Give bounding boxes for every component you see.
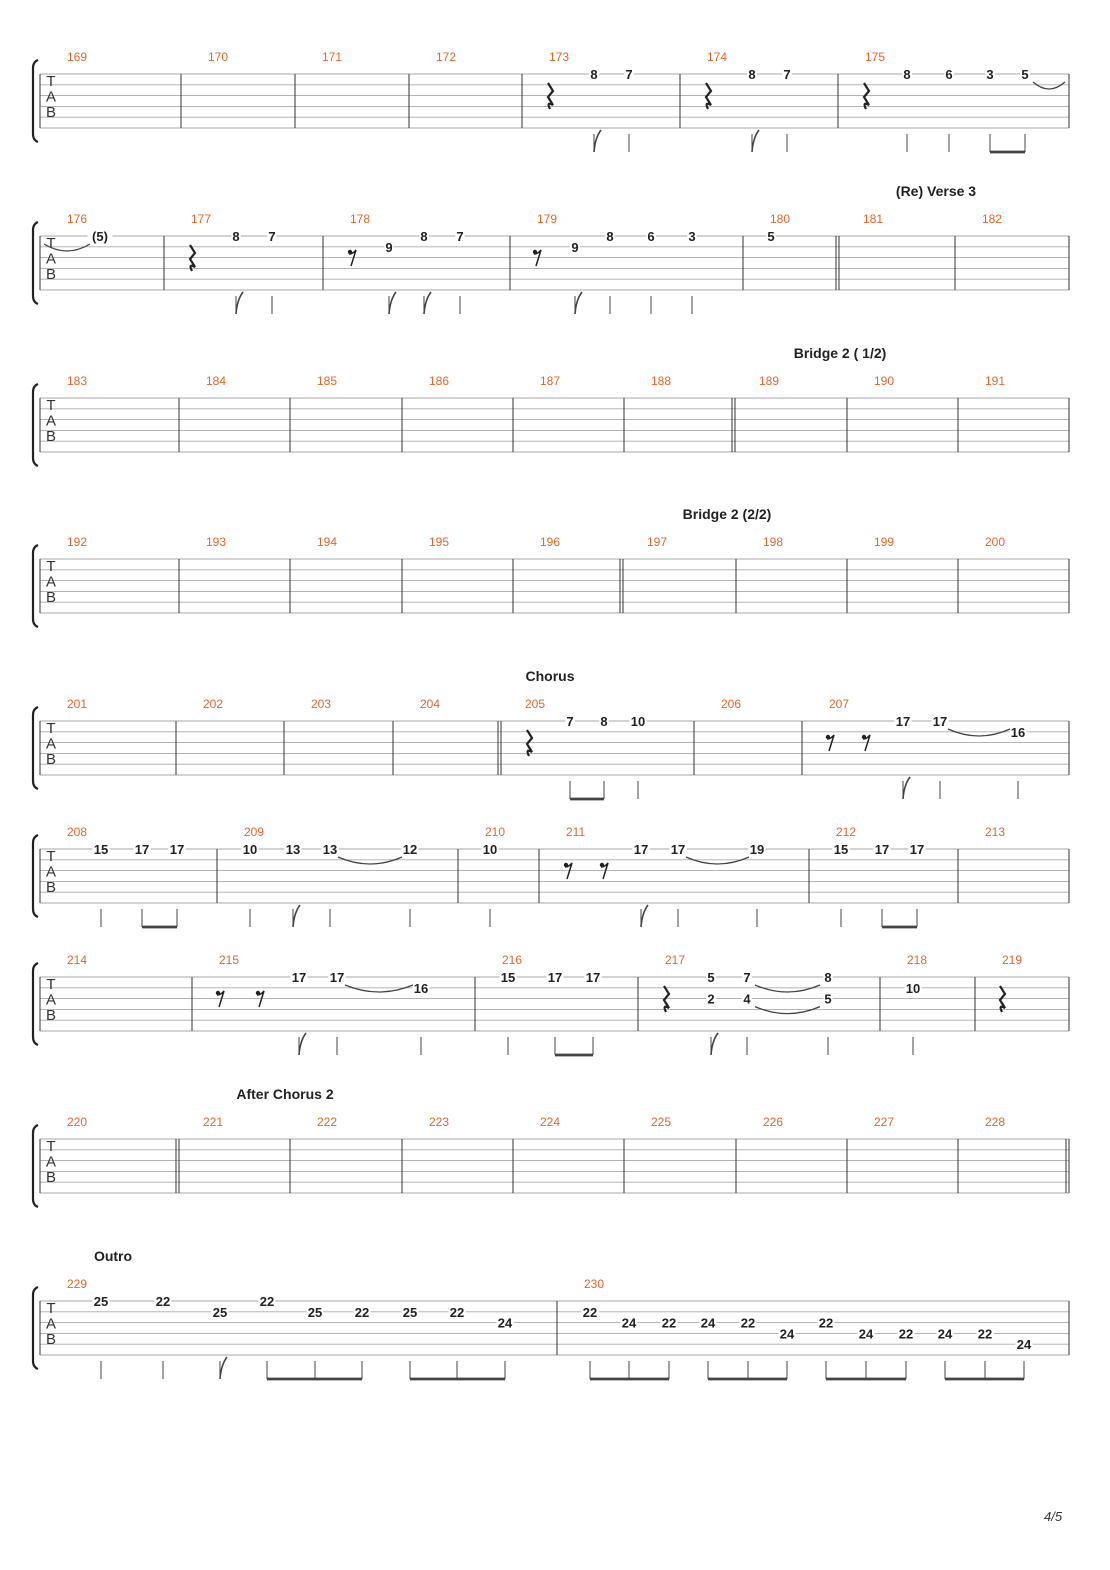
measure-number: 200 [985,535,1006,549]
tab-clef-letter: B [45,266,57,283]
measure-number: 170 [208,50,229,64]
fret-number: 5 [707,970,715,985]
section-label: Bridge 2 ( 1/2) [793,345,887,361]
tab-clef-letter: B [45,428,57,445]
fret-number: 2 [707,991,715,1007]
measure-number: 205 [525,697,546,711]
measure-number: 194 [317,535,338,549]
measure-number: 177 [191,212,212,226]
measure-number: 198 [763,535,784,549]
fret-number: 5 [1021,67,1029,82]
system-bracket [33,1125,38,1207]
note-flag [903,777,910,799]
fret-number: 9 [385,239,393,255]
measure-number: 220 [67,1115,88,1129]
fret-number: 10 [242,842,258,857]
fret-number: 16 [1010,724,1026,740]
fret-number: 22 [740,1315,756,1331]
fret-number: 22 [354,1304,370,1320]
fret-number: 25 [93,1294,109,1309]
measure-number: 176 [67,212,88,226]
fret-number: 8 [232,229,240,244]
fret-number: 17 [874,842,890,857]
tab-clef-letter: A [45,573,57,591]
tab-clef-letter: T [46,1138,56,1155]
measure-number: 209 [244,825,265,839]
tie-arc [755,985,820,992]
measure-number: 178 [350,212,371,226]
tab-clef-letter: T [46,848,56,865]
measure-number: 207 [829,697,850,711]
tab-clef-letter: B [45,1169,57,1186]
measure-number: 189 [759,374,780,388]
fret-number: 6 [647,229,655,244]
measure-number: 213 [985,825,1006,839]
measure-number: 181 [863,212,884,226]
fret-number: 7 [566,714,574,729]
tab-clef-letter: A [45,412,57,430]
fret-number: 3 [986,67,994,82]
measure-number: 203 [311,697,332,711]
fret-number: 5 [767,229,775,244]
measure-number: 199 [874,535,895,549]
note-flag [299,1033,306,1055]
tab-clef-letter: T [46,1300,56,1317]
tab-clef-letter: A [45,991,57,1009]
fret-number: 8 [590,67,598,82]
fret-number: 24 [1016,1337,1032,1353]
measure-number: 180 [770,212,791,226]
system-bracket [33,1287,38,1369]
measure-number: 179 [537,212,558,226]
measure-number: 216 [502,953,523,967]
tie-arc [1033,82,1065,89]
tab-clef-letter: T [46,720,56,737]
fret-number: 7 [456,229,464,244]
measure-number: 182 [982,212,1003,226]
system-bracket [33,384,38,466]
measure-number: 226 [763,1115,784,1129]
measure-number: 185 [317,374,338,388]
tie-arc [686,857,749,864]
note-flag [594,130,601,152]
measure-number: 218 [907,953,928,967]
fret-number: 24 [497,1315,513,1331]
fret-number: 22 [898,1326,914,1342]
measure-number: 214 [67,953,88,967]
fret-number: 10 [905,980,921,996]
tab-clef-letter: B [45,1007,57,1024]
fret-number: 22 [661,1315,677,1331]
fret-number: 12 [402,842,418,857]
measure-number: 210 [485,825,506,839]
fret-number: 24 [858,1326,874,1342]
fret-number: 25 [307,1304,323,1320]
fret-number: 15 [500,970,516,985]
fret-number: 17 [134,842,150,857]
tab-clef-letter: T [46,976,56,993]
fret-number: 6 [945,67,953,82]
tie-arc [755,1007,820,1014]
measure-number: 195 [429,535,450,549]
system-bracket [33,222,38,304]
fret-number: 7 [625,67,633,82]
fret-number: 8 [903,67,911,82]
note-flag [711,1033,718,1055]
fret-number: 17 [547,970,563,985]
system-bracket [33,545,38,627]
note-flag [293,905,300,927]
fret-number: 25 [212,1304,228,1320]
measure-number: 174 [707,50,728,64]
measure-number: 193 [206,535,227,549]
tie-arc [948,729,1010,736]
measure-number: 186 [429,374,450,388]
section-label: Chorus [525,668,575,684]
tab-clef-letter: T [46,558,56,575]
fret-number: 22 [155,1294,171,1309]
fret-number: 17 [169,842,185,857]
measure-number: 228 [985,1115,1006,1129]
fret-number: 8 [600,714,608,729]
fret-number: 17 [329,970,345,985]
fret-number: 10 [482,842,498,857]
fret-number: 17 [633,842,649,857]
measure-number: 196 [540,535,561,549]
fret-number: 15 [833,842,849,857]
fret-number: 24 [937,1326,953,1342]
measure-number: 171 [322,50,343,64]
measure-number: 169 [67,50,88,64]
measure-number: 183 [67,374,88,388]
note-flag [641,905,648,927]
section-label: After Chorus 2 [236,1086,334,1102]
tab-clef-letter: A [45,863,57,881]
tab-clef-letter: B [45,104,57,121]
measure-number: 172 [436,50,457,64]
tab-clef-letter: T [46,73,56,90]
fret-number: 5 [824,991,832,1007]
note-flag [236,292,243,314]
fret-number: 24 [779,1326,795,1342]
tie-arc [345,985,413,992]
measure-number: 191 [985,374,1006,388]
note-flag [575,292,582,314]
tab-clef-letter: A [45,250,57,268]
measure-number: 229 [67,1277,88,1291]
fret-number: 8 [748,67,756,82]
measure-number: 175 [865,50,886,64]
fret-number: 24 [700,1315,716,1331]
fret-number: 9 [571,239,579,255]
fret-number: 7 [743,970,751,985]
tab-clef-letter: T [46,397,56,414]
fret-number: 25 [402,1304,418,1320]
tie-arc [338,857,402,864]
measure-number: 221 [203,1115,224,1129]
system-bracket [33,60,38,142]
fret-number: 8 [824,970,832,985]
measure-number: 219 [1002,953,1023,967]
fret-number: 17 [895,714,911,729]
fret-number: 22 [818,1315,834,1331]
page-number: 4/5 [1044,1509,1063,1524]
fret-number: 7 [783,67,791,82]
measure-number: 211 [566,825,586,839]
fret-number: 17 [291,970,307,985]
fret-number: 19 [749,842,765,857]
measure-number: 225 [651,1115,672,1129]
measure-number: 208 [67,825,88,839]
measure-number: 188 [651,374,672,388]
fret-number: 22 [449,1304,465,1320]
fret-number: 3 [688,229,696,244]
fret-number: 8 [606,229,614,244]
tab-clef-letter: A [45,88,57,106]
measure-number: 222 [317,1115,338,1129]
fret-number: 17 [909,842,925,857]
note-flag [424,292,431,314]
section-label: Bridge 2 (2/2) [682,506,772,522]
tab-clef-letter: B [45,589,57,606]
fret-number: 10 [630,714,646,729]
note-flag [752,130,759,152]
measure-number: 215 [219,953,240,967]
fret-number: (5) [92,229,108,244]
measure-number: 202 [203,697,224,711]
fret-number: 8 [420,229,428,244]
measure-number: 184 [206,374,227,388]
measure-number: 197 [647,535,668,549]
fret-number: 22 [259,1294,275,1309]
fret-number: 13 [285,842,301,857]
tab-clef-letter: A [45,1315,57,1333]
fret-number: 7 [268,229,276,244]
tab-clef-letter: A [45,1153,57,1171]
measure-number: 173 [549,50,570,64]
fret-number: 4 [743,991,751,1007]
fret-number: 17 [670,842,686,857]
system-bracket [33,835,38,917]
tab-clef-letter: B [45,879,57,896]
measure-number: 212 [836,825,857,839]
measure-number: 206 [721,697,742,711]
system-bracket [33,707,38,789]
measure-number: 187 [540,374,561,388]
fret-number: 24 [621,1315,637,1331]
fret-number: 13 [322,842,338,857]
tab-clef-letter: T [46,235,56,252]
note-flag [220,1357,227,1379]
measure-number: 190 [874,374,895,388]
section-label: (Re) Verse 3 [895,183,977,199]
measure-number: 217 [665,953,686,967]
system-bracket [33,963,38,1045]
fret-number: 16 [413,980,429,996]
fret-number: 22 [582,1304,598,1320]
fret-number: 17 [932,714,948,729]
note-flag [389,292,396,314]
tab-clef-letter: A [45,735,57,753]
measure-number: 204 [420,697,441,711]
measure-number: 201 [67,697,88,711]
section-label: Outro [93,1248,133,1264]
tab-clef-letter: B [45,1331,57,1348]
fret-number: 17 [585,970,601,985]
fret-number: 15 [93,842,109,857]
fret-number: 22 [977,1326,993,1342]
measure-number: 224 [540,1115,561,1129]
measure-number: 230 [584,1277,605,1291]
measure-number: 223 [429,1115,450,1129]
measure-number: 192 [67,535,88,549]
measure-number: 227 [874,1115,895,1129]
tab-clef-letter: B [45,751,57,768]
